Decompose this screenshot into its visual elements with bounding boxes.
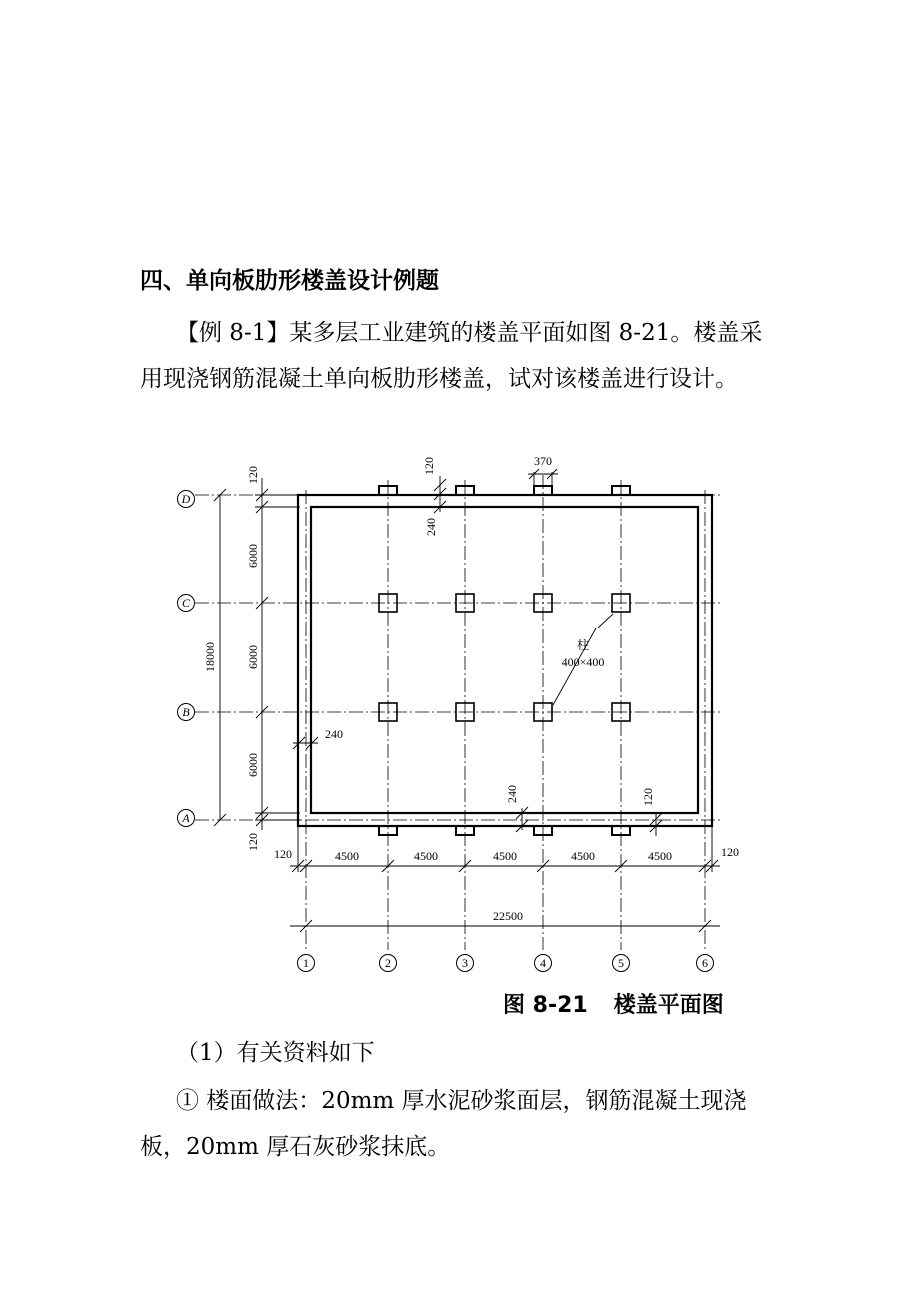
- axis-label-col-6: 6: [702, 956, 708, 970]
- inner-wall-line: [311, 507, 698, 813]
- materials-paragraph: [140, 1030, 800, 1076]
- axis-label-col-3: 3: [462, 956, 468, 970]
- bay-spacing-2: 4500: [414, 849, 438, 863]
- wall-thickness-top: 240: [424, 518, 438, 536]
- bay-spacing-5: 4500: [648, 849, 672, 863]
- figure-caption-number: 图 8-21: [503, 993, 588, 1018]
- grid-lines: [195, 475, 722, 950]
- axis-label-col-2: 2: [385, 956, 391, 970]
- column-size: 400×400: [561, 655, 605, 669]
- example-tag: 【例 8-1】: [176, 320, 290, 346]
- bottom-left-offset: 120: [246, 833, 260, 851]
- floor-paragraph: [140, 1078, 800, 1170]
- bay-spacing-3: 4500: [493, 849, 517, 863]
- axis-label-row-b: B: [182, 705, 190, 719]
- figure-caption-title: 楼盖平面图: [613, 993, 724, 1018]
- wall-thickness-bottom: 240: [505, 785, 519, 803]
- left-end-offset: 120: [274, 847, 292, 861]
- column-label: 柱: [576, 638, 590, 652]
- pilaster-width: 370: [534, 454, 552, 468]
- example-text-1: 某多层工业建筑的楼盖平面如图 8-21。楼盖采: [289, 320, 763, 346]
- top-pilaster-offset: 120: [422, 457, 436, 475]
- total-width: 18000: [203, 642, 217, 672]
- total-length: 22500: [493, 909, 523, 923]
- section-heading: 四、单向板肋形楼盖设计例题: [140, 268, 439, 294]
- top-left-offset: 120: [246, 466, 260, 484]
- wall-thickness-left: 240: [325, 727, 343, 741]
- floor-line-1: ① 楼面做法：20mm 厚水泥砂浆面层，钢筋混凝土现浇: [176, 1088, 747, 1114]
- example-line-2: 用现浇钢筋混凝土单向板肋形楼盖，试对该楼盖进行设计。: [140, 366, 738, 392]
- floor-line-2: 板，20mm 厚石灰砂浆抹底。: [140, 1134, 451, 1160]
- axis-label-col-4: 4: [540, 956, 546, 970]
- right-end-offset: 120: [721, 845, 739, 859]
- axis-label-col-1: 1: [303, 956, 309, 970]
- row-spacing-2: 6000: [246, 645, 260, 669]
- detail-dimension-marks: [293, 469, 662, 836]
- axis-label-row-c: C: [181, 596, 191, 610]
- row-spacing-1: 6000: [246, 544, 260, 568]
- bay-spacing-1: 4500: [335, 849, 359, 863]
- bottom-right-offset: 120: [641, 788, 655, 806]
- axis-label-row-d: D: [181, 492, 191, 506]
- top-pilasters: [379, 486, 630, 495]
- figure-caption: [503, 988, 724, 1019]
- materials-line: （1）有关资料如下: [176, 1040, 375, 1066]
- outer-wall-line: [298, 495, 712, 826]
- bay-spacing-4: 4500: [571, 849, 595, 863]
- axis-label-col-5: 5: [618, 956, 624, 970]
- axis-label-row-a: A: [182, 811, 190, 825]
- bottom-pilasters: [379, 826, 630, 835]
- column-leader-line-2: [598, 614, 613, 628]
- row-spacing-3: 6000: [246, 753, 260, 777]
